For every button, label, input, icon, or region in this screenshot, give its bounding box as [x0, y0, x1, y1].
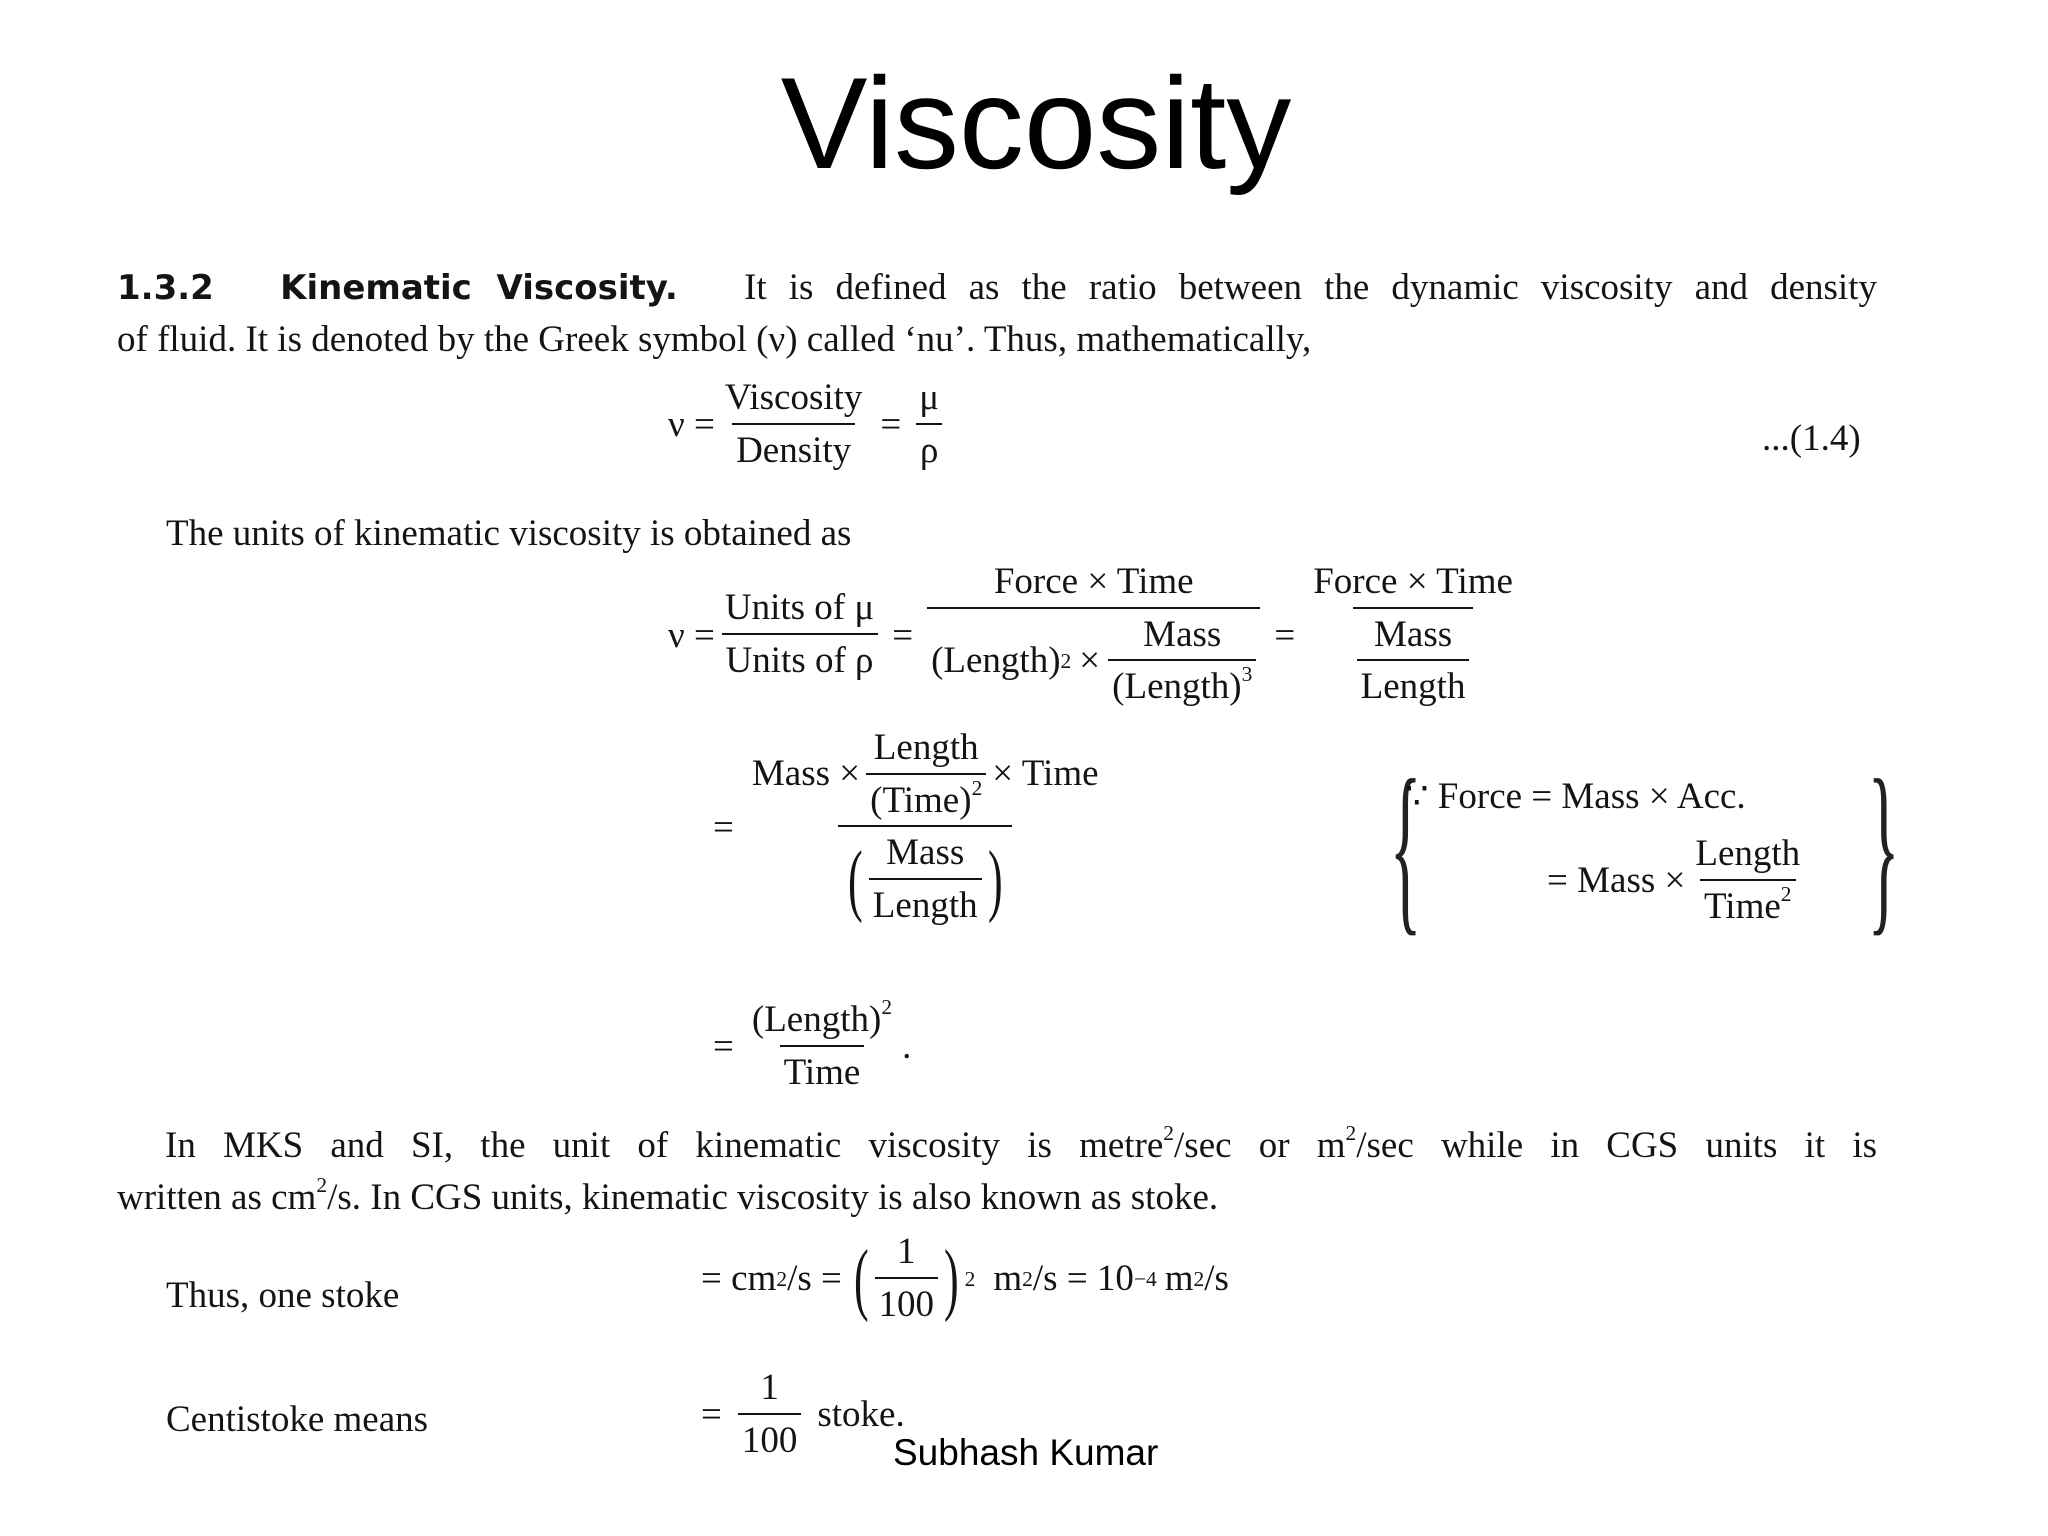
- left-brace: {: [1389, 742, 1422, 952]
- stoke-word: stoke.: [817, 1394, 905, 1436]
- stoke-eq-f: /s: [1204, 1258, 1229, 1300]
- times-time: × Time: [992, 753, 1099, 795]
- time-term: Time: [1704, 885, 1781, 927]
- mks-text-b: /sec or m: [1174, 1125, 1346, 1166]
- frac-num: 1: [897, 1231, 916, 1272]
- frac-den: 100: [875, 1277, 939, 1326]
- frac-den: [1353, 607, 1474, 708]
- stoke-eq-a: = cm: [701, 1258, 777, 1300]
- mks-line2: [117, 1172, 1877, 1224]
- frac-num: Mass: [886, 832, 965, 874]
- author-footer: Subhash Kumar: [893, 1432, 1159, 1473]
- note-force-line: ∵ Force = Mass × Acc.: [1405, 776, 1746, 817]
- fraction-force-time: [927, 562, 1260, 708]
- length-term: (Length): [931, 640, 1061, 682]
- mks-line1: [117, 1120, 1877, 1172]
- fraction-mass-length3: [1108, 615, 1256, 708]
- frac-num: Units of μ: [724, 587, 875, 629]
- exponent: 2: [1345, 1120, 1357, 1145]
- exponent: 2: [316, 1172, 328, 1197]
- exponent: 2: [881, 994, 893, 1019]
- stoke-eq-b: /s =: [787, 1258, 842, 1300]
- frac-num: Force × Time: [1313, 561, 1513, 602]
- exponent: 2: [971, 775, 983, 800]
- intro-text-1: It is defined as the ratio between the dynamic viscosity and density: [744, 267, 1877, 308]
- mks-text-a: In MKS and SI, the unit of kinematic viscosity is metre: [165, 1125, 1164, 1166]
- frac-num: Length: [1695, 833, 1801, 874]
- frac-num: μ: [919, 377, 940, 418]
- frac-den: Length: [869, 878, 982, 927]
- section-number: 1.3.2: [117, 268, 214, 308]
- frac-den: [1700, 879, 1796, 928]
- section-intro-line2: of fluid. It is denoted by the Greek symbol (ν) called ‘nu’. Thus, mathematically,: [117, 319, 1312, 360]
- frac-den: [866, 773, 986, 822]
- fraction-1-100: [738, 1368, 802, 1461]
- mks-text-c: /sec while in CGS units it is: [1356, 1125, 1877, 1166]
- frac-den: 100: [738, 1413, 802, 1462]
- frac-den: ρ: [916, 423, 942, 472]
- frac-num: [748, 728, 1103, 825]
- right-brace: }: [1867, 742, 1900, 952]
- stoke-eq-e: m: [1164, 1258, 1194, 1300]
- frac-num: Length: [873, 727, 979, 768]
- mks-text-e: /s. In CGS units, kinematic viscosity is also known as stoke.: [327, 1177, 1219, 1218]
- frac-num: Viscosity: [724, 377, 863, 418]
- frac-den: Units of ρ: [722, 633, 878, 682]
- stoke-label: Thus, one stoke: [166, 1275, 400, 1316]
- frac-num: Mass: [1374, 613, 1453, 655]
- times-sign: ×: [1079, 640, 1101, 682]
- frac-num: Force × Time: [993, 561, 1194, 602]
- note-acc-line: [1547, 834, 1810, 927]
- step3-equation: = $\frac{(Length)^2}{\text{Time}}$ .: [713, 994, 912, 1093]
- fraction-length-time2: [1691, 834, 1804, 927]
- stoke-equation: = cm 2 /s = ( $\frac{1}{100}$ ) 2 m 2 /s = 10 −4 m 2 /s: [701, 1231, 1229, 1325]
- fraction-1-100: [875, 1232, 939, 1325]
- fraction-mass-length: [1357, 615, 1470, 708]
- frac-den: Density: [732, 423, 855, 472]
- frac-den: ( $\frac{\text{Mass}}{\text{Length}}$ ): [838, 825, 1012, 926]
- period: .: [902, 1026, 912, 1068]
- frac-num: [748, 994, 896, 1045]
- frac-num: Mass: [1143, 613, 1222, 655]
- equation-tag: ...(1.4): [1762, 418, 1861, 459]
- slide-title: Viscosity: [780, 50, 1292, 196]
- step2-equation: = Mass × $\frac{\text{Length}}{(Time)^2}$ × Time ( $\frac{\text{Mass}}{\text{Length}}$ ): [705, 728, 1109, 927]
- fraction-viscosity-density: [721, 378, 867, 471]
- mass-times: = Mass ×: [1547, 860, 1686, 902]
- equals-sign: =: [701, 1394, 722, 1436]
- mks-text-d: written as cm: [117, 1177, 317, 1218]
- section-heading: Kinematic Viscosity.: [280, 268, 678, 308]
- units-lhs: ν =: [668, 614, 715, 656]
- time-term: (Time): [870, 779, 972, 821]
- fraction-units: [721, 588, 878, 681]
- fraction-length2-time: [748, 994, 896, 1093]
- equals-sign: =: [880, 404, 902, 446]
- fraction-force-time-mass-length: [1309, 562, 1517, 708]
- frac-den: Length: [1357, 659, 1470, 708]
- fraction-step2: [748, 728, 1103, 927]
- stoke-eq-c: m: [993, 1258, 1023, 1300]
- frac-den: (Length) 2 × $\frac{\text{Mass}}{(Length)^3}$: [927, 607, 1260, 708]
- frac-den: Time: [780, 1045, 865, 1094]
- exponent: 2: [1780, 881, 1792, 906]
- length-term: (Length): [751, 999, 882, 1040]
- frac-num: 1: [760, 1367, 779, 1408]
- exponent: 3: [1241, 662, 1253, 687]
- units-equation: ν = $\frac{\text{Units of μ}}{\text{Units of ρ}}$ = Force × Time (Length) 2 × $\frac{\text{Mass}}{(Length)^3}$ = $\frac{\text{Force × Time}}{\frac{\text{Mass}}{\text{Length}}}$: [668, 562, 1523, 708]
- section-intro-line1: [117, 262, 1877, 314]
- equation-1-4: [668, 378, 949, 471]
- units-intro: The units of kinematic viscosity is obtained as: [166, 513, 852, 554]
- centistoke-label: Centistoke means: [166, 1399, 429, 1440]
- exponent: 2: [1163, 1120, 1175, 1145]
- eq14-lhs: ν =: [668, 404, 715, 446]
- stoke-eq-d: /s = 10: [1032, 1258, 1134, 1300]
- fraction-length-time2: [866, 728, 986, 821]
- length-term: (Length): [1112, 666, 1242, 708]
- fraction-mu-rho: [915, 378, 943, 471]
- frac-den: [1108, 659, 1256, 708]
- centistoke-equation: [701, 1368, 905, 1461]
- mass-times: Mass ×: [751, 753, 861, 795]
- fraction-mass-length: [869, 833, 982, 926]
